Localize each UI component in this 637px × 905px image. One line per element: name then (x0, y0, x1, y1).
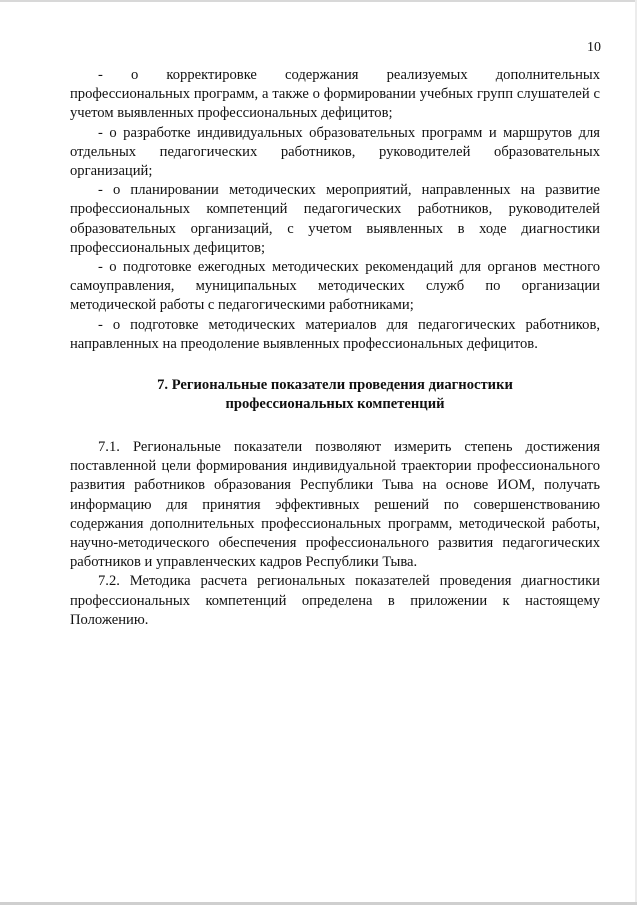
list-item-individual-programs: - о разработке индивидуальных образовательных программ и маршрутов для отдельных педагогических работников, руководителей образовательных организаций; (70, 124, 600, 180)
list-item-course-adjustment: - о корректировке содержания реализуемых дополнительных профессиональных программ, а также о формировании учебных групп слушателей с учетом выявленных профессиональных дефицитов; (70, 67, 600, 122)
paragraph-7-1: 7.1. Региональные показатели позволяют измерить степень достижения поставленной цели формирования индивидуальной траектории профессионального развития работников образования Республики Тыва на основе ИОМ, получать информацию для принятия эффективных решений по совершенствованию содержания дополнительных профессиональных программ, методической работы, научно-методического обеспечения профессионального развития педагогических работников и управленческих кадров Республики Тыва. (70, 439, 600, 571)
section-heading (70, 376, 600, 414)
paragraph-7-2: 7.2. Методика расчета региональных показателей проведения диагностики профессиональных компетенций определена в приложении к настоящему Положению. (70, 573, 600, 628)
section-heading-line-2: профессиональных компетенций (225, 396, 445, 413)
list-item-methodical-events: - о планировании методических мероприятий, направленных на развитие профессиональных компетенций педагогических работников, руководителей образовательных организаций, с учетом выявленных в ходе диагностики профессиональных дефицитов; (70, 182, 600, 256)
section-heading-line-1: 7. Региональные показатели проведения диагностики (157, 377, 513, 394)
page-number: 10 (587, 40, 601, 55)
list-item-annual-recommendations: - о подготовке ежегодных методических рекомендаций для органов местного самоуправления, муниципальных методических служб по организации методической работы с педагогическими работниками; (70, 259, 600, 314)
scan-edge-top (0, 0, 637, 2)
document-body (70, 66, 600, 630)
list-item-methodical-materials: - о подготовке методических материалов для педагогических работников, направленных на преодоление выявленных профессиональных дефицитов. (70, 316, 600, 352)
